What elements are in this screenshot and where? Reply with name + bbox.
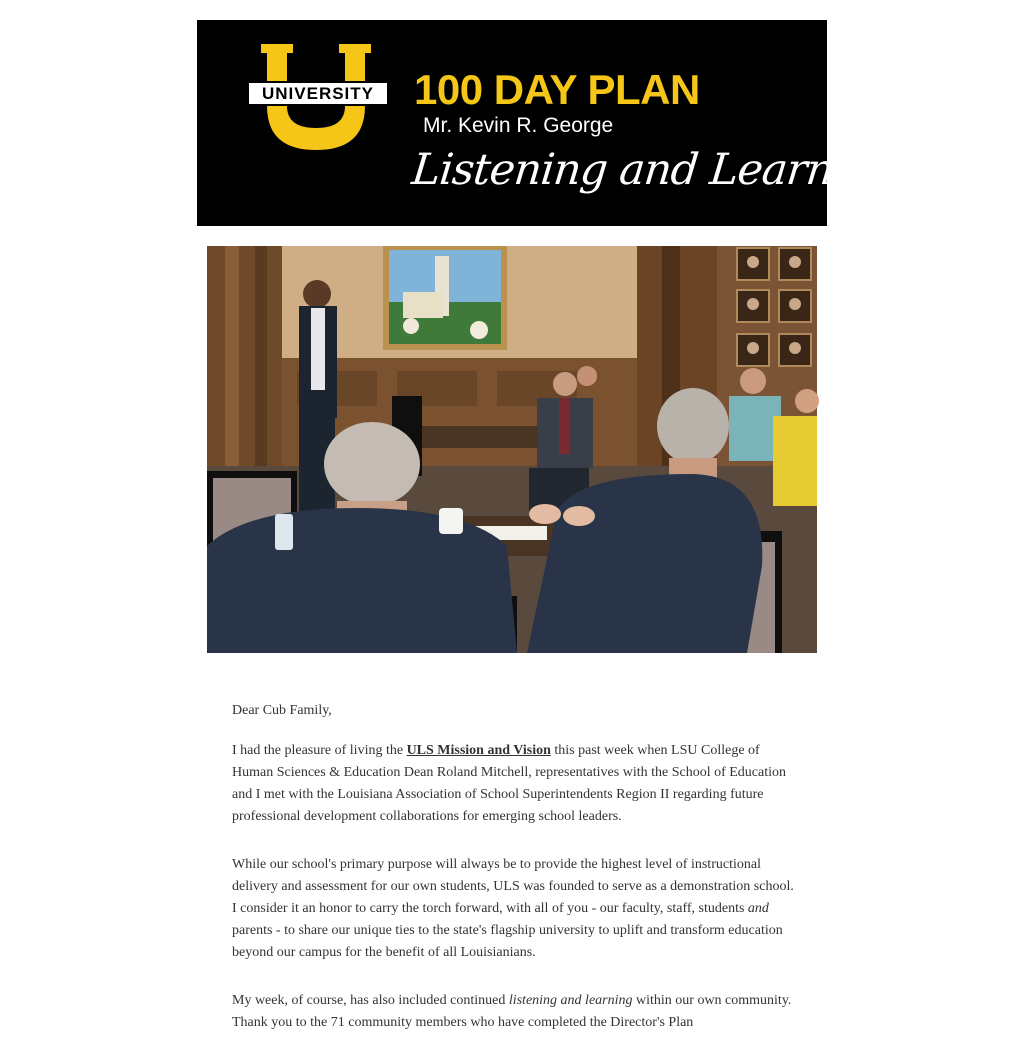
letter-body xyxy=(232,700,797,1060)
university-logo-text: UNIVERSITY xyxy=(247,81,389,106)
letter-paragraph-2 xyxy=(232,854,797,964)
paragraph-3-emphasis: listening and learning xyxy=(508,993,633,1008)
letter-paragraph-3 xyxy=(232,990,797,1034)
header-banner xyxy=(197,20,902,226)
paragraph-3-text-end: within our own community. Thank you to the 71 community members who have completed the Director's Plan xyxy=(232,993,792,1030)
uls-mission-vision-link[interactable]: ULS Mission and Vision xyxy=(406,743,551,758)
plan-title: 100 DAY PLAN xyxy=(414,66,700,113)
meeting-photo xyxy=(207,246,817,653)
paragraph-2-text-start: While our school's primary purpose will always be to provide the highest level of instructional delivery and assessment for our own students, ULS was founded to serve as a demonstration school. I consider it an honor to carry the torch forward, with all of you - our faculty, staff, students xyxy=(232,857,794,916)
paragraph-2-text-end: parents - to share our unique ties to the state's flagship university to uplift and transform education beyond our campus for the benefit of all Louisianians. xyxy=(232,923,783,960)
letter-greeting: Dear Cub Family, xyxy=(232,703,332,718)
paragraph-3-text-start: My week, of course, has also included continued xyxy=(232,993,509,1008)
paragraph-1-text-end: this past week when LSU College of Human Sciences & Education Dean Roland Mitchell, representatives with the School of Education and I met with the Louisiana Association of School Superintendents Region II regarding future professional development collaborations for emerging school leaders. xyxy=(232,743,787,824)
director-name: Mr. Kevin R. George xyxy=(423,114,614,137)
plan-tagline: Listening and Learning xyxy=(409,145,902,195)
paragraph-2-emphasis: and xyxy=(747,901,769,916)
letter-paragraph-1 xyxy=(232,740,797,828)
paragraph-1-text-start: I had the pleasure of living the xyxy=(232,743,407,758)
meeting-photo-icon xyxy=(207,246,817,653)
